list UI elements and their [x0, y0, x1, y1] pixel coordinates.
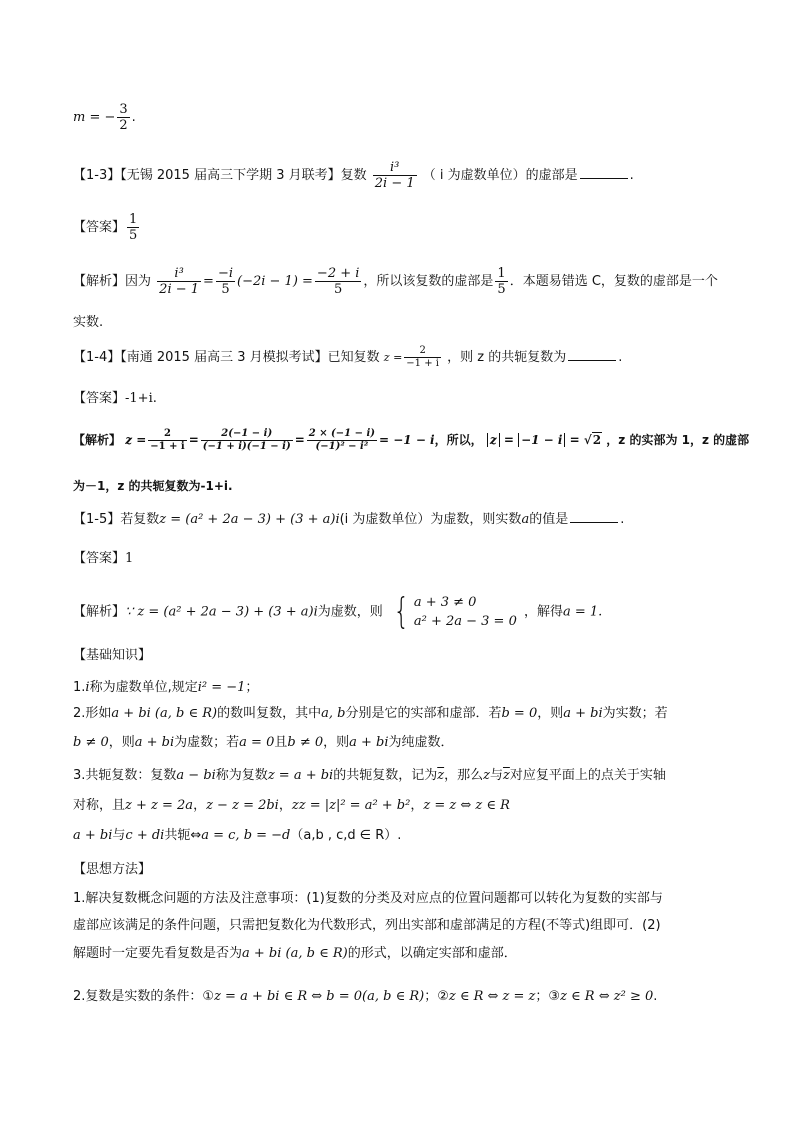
fraction: $\frac{2}{-1 + i}$ [150, 428, 185, 452]
question-1-4: 【1-4】【南通 2015 届高三 3 月模拟考试】已知复数 z = $\frac{2}{-1 + i}$ ，则 z 的共轭复数为 . [73, 345, 623, 369]
answer-blank [570, 510, 618, 523]
analysis-label: 【解析】 [73, 604, 126, 620]
math-expr: m = − [73, 110, 116, 125]
fraction: $\frac{1}{5}$ [497, 266, 506, 297]
sqrt-symbol: √2 [583, 433, 602, 447]
methods-item-1-end: 解题时一定要先看复数是否为a + bi (a, b ∈ R)的形式，以确定实部和虚部． [73, 946, 517, 961]
question-1-5: 【1-5】若复数z = (a² + 2a − 3) + (3 + a)i(i 为虚数单位）为虚数，则实数a的值是 . [73, 512, 625, 527]
section-heading-basics: 【基础知识】 [73, 648, 152, 663]
fraction: $\frac{-i}{5}$ [217, 266, 233, 297]
question-source: 【无锡 2015 届高三下学期 3 月联考】 [120, 168, 341, 183]
analysis-1-4: 【解析】 z = $\frac{2}{-1 + i}$ = $\frac{2(-1 - i)}{(-1 + i)(-1 - i)}$ = $\frac{2 \times (-1 - i)}{\text{(−1)² − i²}}$ = −1 − i，所以， z = −1 − i = √2 ，z 的实部为 1，z 的虚部 [73, 428, 750, 452]
basics-item-3: 3.共轭复数：复数a − bi称为复数z = a + bi的共轭复数，记为$\overline{z}$，那么z与$\overline{z}$对应复平面上的点关于实轴 [73, 768, 666, 783]
fraction: $\frac{-2 + i}{5}$ [316, 266, 360, 297]
question-source: 【南通 2015 届高三 3 月模拟考试】 [120, 350, 328, 365]
analysis-1-5: 【解析】∵ z = (a² + 2a − 3) + (3 + a)i为虚数，则 { a + 3 ≠ 0 a² + 2a − 3 = 0 ，解得a = 1. [73, 591, 603, 632]
fraction: $\frac{\text{i³}}{2i - 1}$ [374, 160, 415, 191]
answer-label: 【答案】 [73, 220, 126, 235]
question-label: 【1-5】 [73, 512, 121, 527]
basics-item-3-conj: a + bi与c + di共轭⇔a = c, b = −d（a,b , c,d ∈ R）. [73, 828, 402, 843]
basics-item-2: 2.形如a + bi (a, b ∈ R)的数叫复数，其中a, b分别是它的实部和虚部．若b = 0，则a + bi为实数；若 [73, 706, 668, 721]
prev-answer-line: m = − $\frac{3}{2}$ . [73, 102, 136, 133]
analysis-1-3-cont: 实数. [73, 315, 104, 330]
equation-system: { a + 3 ≠ 0 a² + 2a − 3 = 0 [393, 591, 517, 632]
answer-1-5: 【答案】1 [73, 551, 134, 566]
fraction: $\frac{2 \times (-1 - i)}{\text{(−1)² − i²}}$ [308, 428, 375, 452]
basics-item-3-cont: 对称，且z + z = 2a，z − z = 2bi，zz = |z|² = a² + b²，z = z ⇔ z ∈ R [73, 798, 510, 813]
analysis-1-3: 【解析】因为 $\frac{\text{i³}}{2i - 1}$ = $\frac{-i}{5}$ (−2i − 1) = $\frac{-2 + i}{5}$ ，所以该复数的虚部是 $\frac{1}{5}$ ．本题易错选 C，复数的虚部是一个 [73, 266, 718, 297]
analysis-label: 【解析】 [73, 274, 126, 289]
answer-label: 【答案】 [73, 391, 126, 406]
question-label: 【1-3】 [73, 168, 121, 183]
methods-item-1-cont: 虚部应该满足的条件问题，只需把复数化为代数形式，列出实部和虚部满足的方程(不等式)组即可．(2) [73, 918, 661, 933]
answer-1-3 [73, 212, 141, 243]
analysis-1-4-cont: 为－1，z 的共轭复数为-1+i. [73, 479, 233, 493]
basics-item-1: 1.i称为虚数单位,规定i² = −1； [73, 680, 259, 695]
answer-blank [568, 348, 616, 361]
fraction: $\frac{2}{-1 + i}$ [406, 345, 439, 369]
answer-blank [580, 166, 628, 179]
answer-1-4: 【答案】-1+i. [73, 391, 157, 406]
methods-item-1: 1.解决复数概念问题的方法及注意事项：(1)复数的分类及对应点的位置问题都可以转化为复数的实部与 [73, 891, 663, 906]
fraction: $\frac{2(-1 - i)}{(-1 + i)(-1 - i)}$ [202, 428, 291, 452]
answer-label: 【答案】 [73, 551, 126, 566]
question-label: 【1-4】 [73, 350, 121, 365]
section-heading-methods: 【思想方法】 [73, 862, 152, 877]
methods-item-2: 2.复数是实数的条件：①z = a + bi ∈ R ⇔ b = 0(a, b ∈ R)；②z ∈ R ⇔ z = z；③z ∈ R ⇔ z² ≥ 0. [73, 989, 658, 1004]
basics-item-2-cont: b ≠ 0，则a + bi为虚数；若a = 0且b ≠ 0，则a + bi为纯虚数． [73, 735, 454, 750]
fraction: $\frac{1}{5}$ [129, 212, 138, 243]
fraction: $\frac{3}{2}$ [119, 102, 128, 133]
fraction: $\frac{\text{i³}}{2i - 1}$ [159, 266, 200, 297]
analysis-label: 【解析】 [73, 433, 122, 447]
question-1-3: 【1-3】【无锡 2015 届高三下学期 3 月联考】复数 $\frac{\text{i³}}{2i - 1}$ （ i 为虚数单位）的虚部是 . [73, 160, 634, 191]
